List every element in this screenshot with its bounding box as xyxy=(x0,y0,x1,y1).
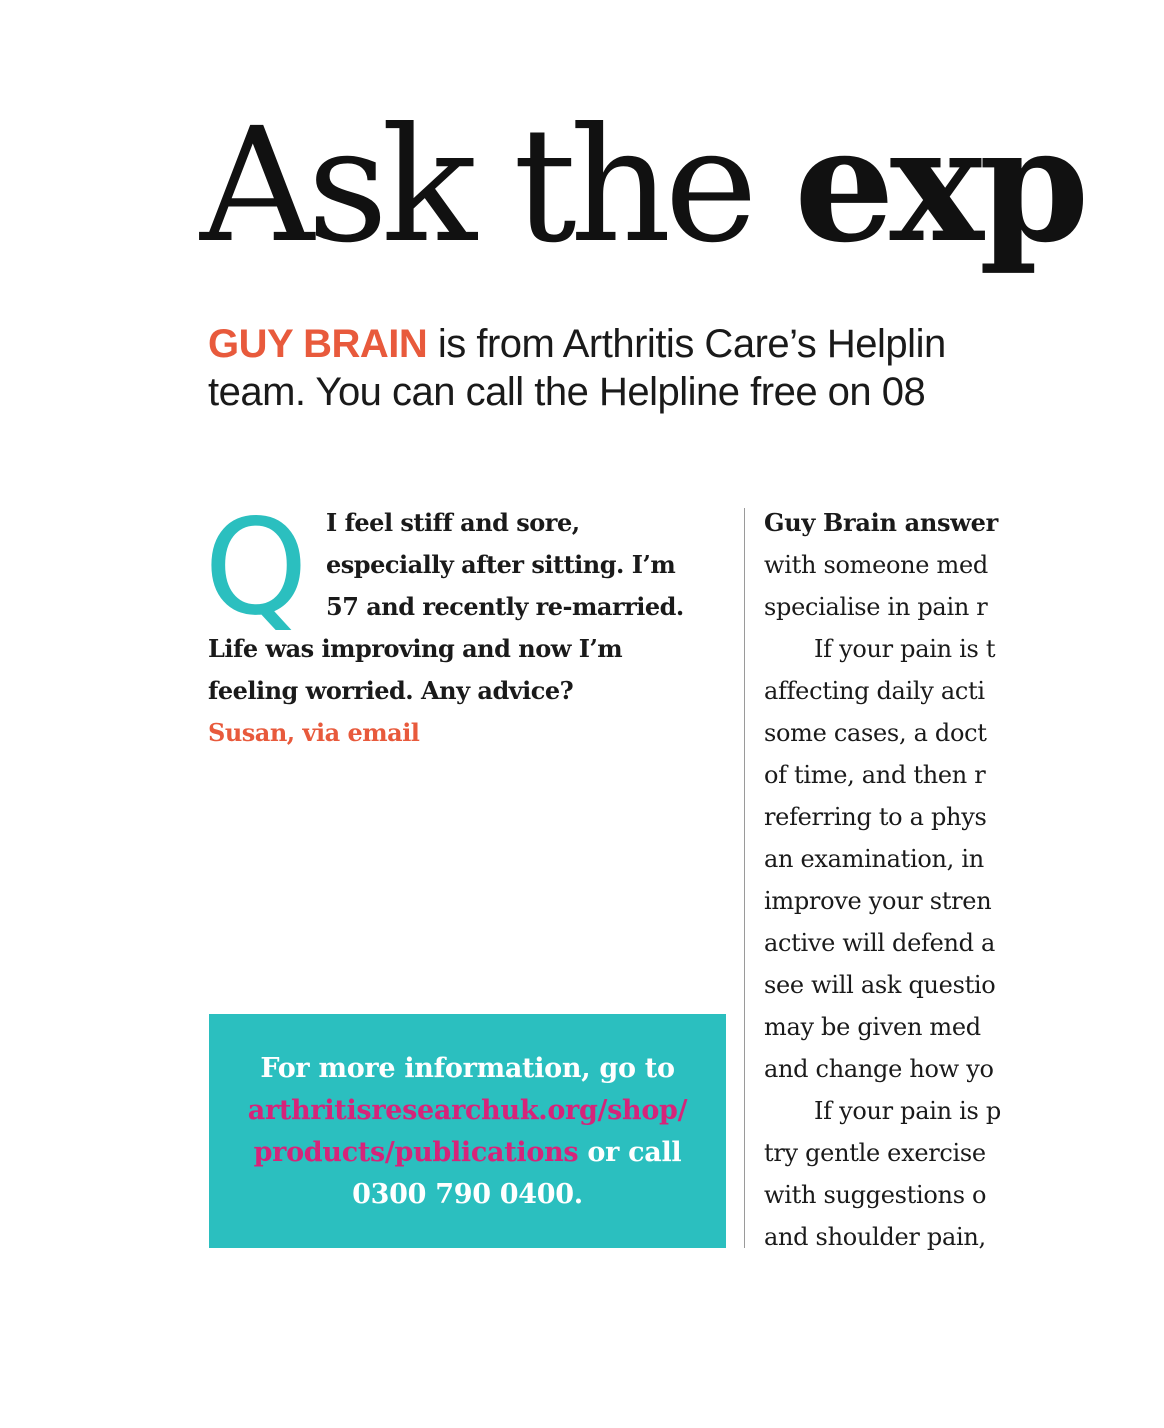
answer-line: some cases, a doct xyxy=(764,719,987,747)
headline-light: Ask the xyxy=(200,94,795,278)
headline-bold: exp xyxy=(794,93,1085,278)
intro-text xyxy=(208,320,946,416)
answer-line: with suggestions o xyxy=(764,1181,987,1209)
info-box xyxy=(209,1014,726,1248)
info-line-1: For more information, go to xyxy=(260,1053,675,1084)
answer-line: affecting daily acti xyxy=(764,677,985,705)
answer-line: If your pain is p xyxy=(814,1097,1001,1125)
answer-line: active will defend a xyxy=(764,929,996,957)
question-signoff: Susan, via email xyxy=(208,718,420,747)
answer-line: If your pain is t xyxy=(814,635,996,663)
question-block xyxy=(204,491,728,754)
answer-line: referring to a phys xyxy=(764,803,987,831)
answer-line: an examination, in xyxy=(764,845,984,873)
answer-line: with someone med xyxy=(764,551,988,579)
intro-line-2: team. You can call the Helpline free on 08 xyxy=(208,370,926,414)
question-line-1: I feel stiff and sore, xyxy=(326,508,580,537)
answer-line: improve your stren xyxy=(764,887,992,915)
info-line-3 xyxy=(209,1132,726,1174)
question-line-2: especially after sitting. I’m xyxy=(326,550,676,579)
info-line-3-rest: or call xyxy=(578,1137,682,1168)
intro-line-1-rest: is from Arthritis Care’s Helplin xyxy=(427,322,946,366)
expert-name: GUY BRAIN xyxy=(208,322,428,366)
answer-line: and shoulder pain, xyxy=(764,1223,986,1251)
answer-line: may be given med xyxy=(764,1013,981,1041)
question-line-4: Life was improving and now I’m xyxy=(208,634,623,663)
page-headline xyxy=(200,93,1085,278)
info-link-line-2[interactable]: products/publications xyxy=(253,1137,579,1168)
answer-line: see will ask questio xyxy=(764,971,996,999)
answer-line: and change how yo xyxy=(764,1055,994,1083)
answer-line: try gentle exercise xyxy=(764,1139,986,1167)
q-drop-cap: Q xyxy=(204,491,308,645)
column-divider xyxy=(744,508,745,1248)
intro-line-1 xyxy=(208,320,946,368)
info-phone: 0300 790 0400. xyxy=(352,1179,583,1210)
question-line-3: 57 and recently re-married. xyxy=(326,592,684,621)
answer-lead: Guy Brain answer xyxy=(764,508,998,537)
answer-column xyxy=(764,502,1164,1258)
info-link-line-1[interactable]: arthritisresearchuk.org/shop/ xyxy=(247,1095,688,1126)
question-line-5: feeling worried. Any advice? xyxy=(208,676,574,705)
answer-line: of time, and then r xyxy=(764,761,986,789)
answer-line: specialise in pain r xyxy=(764,593,988,621)
